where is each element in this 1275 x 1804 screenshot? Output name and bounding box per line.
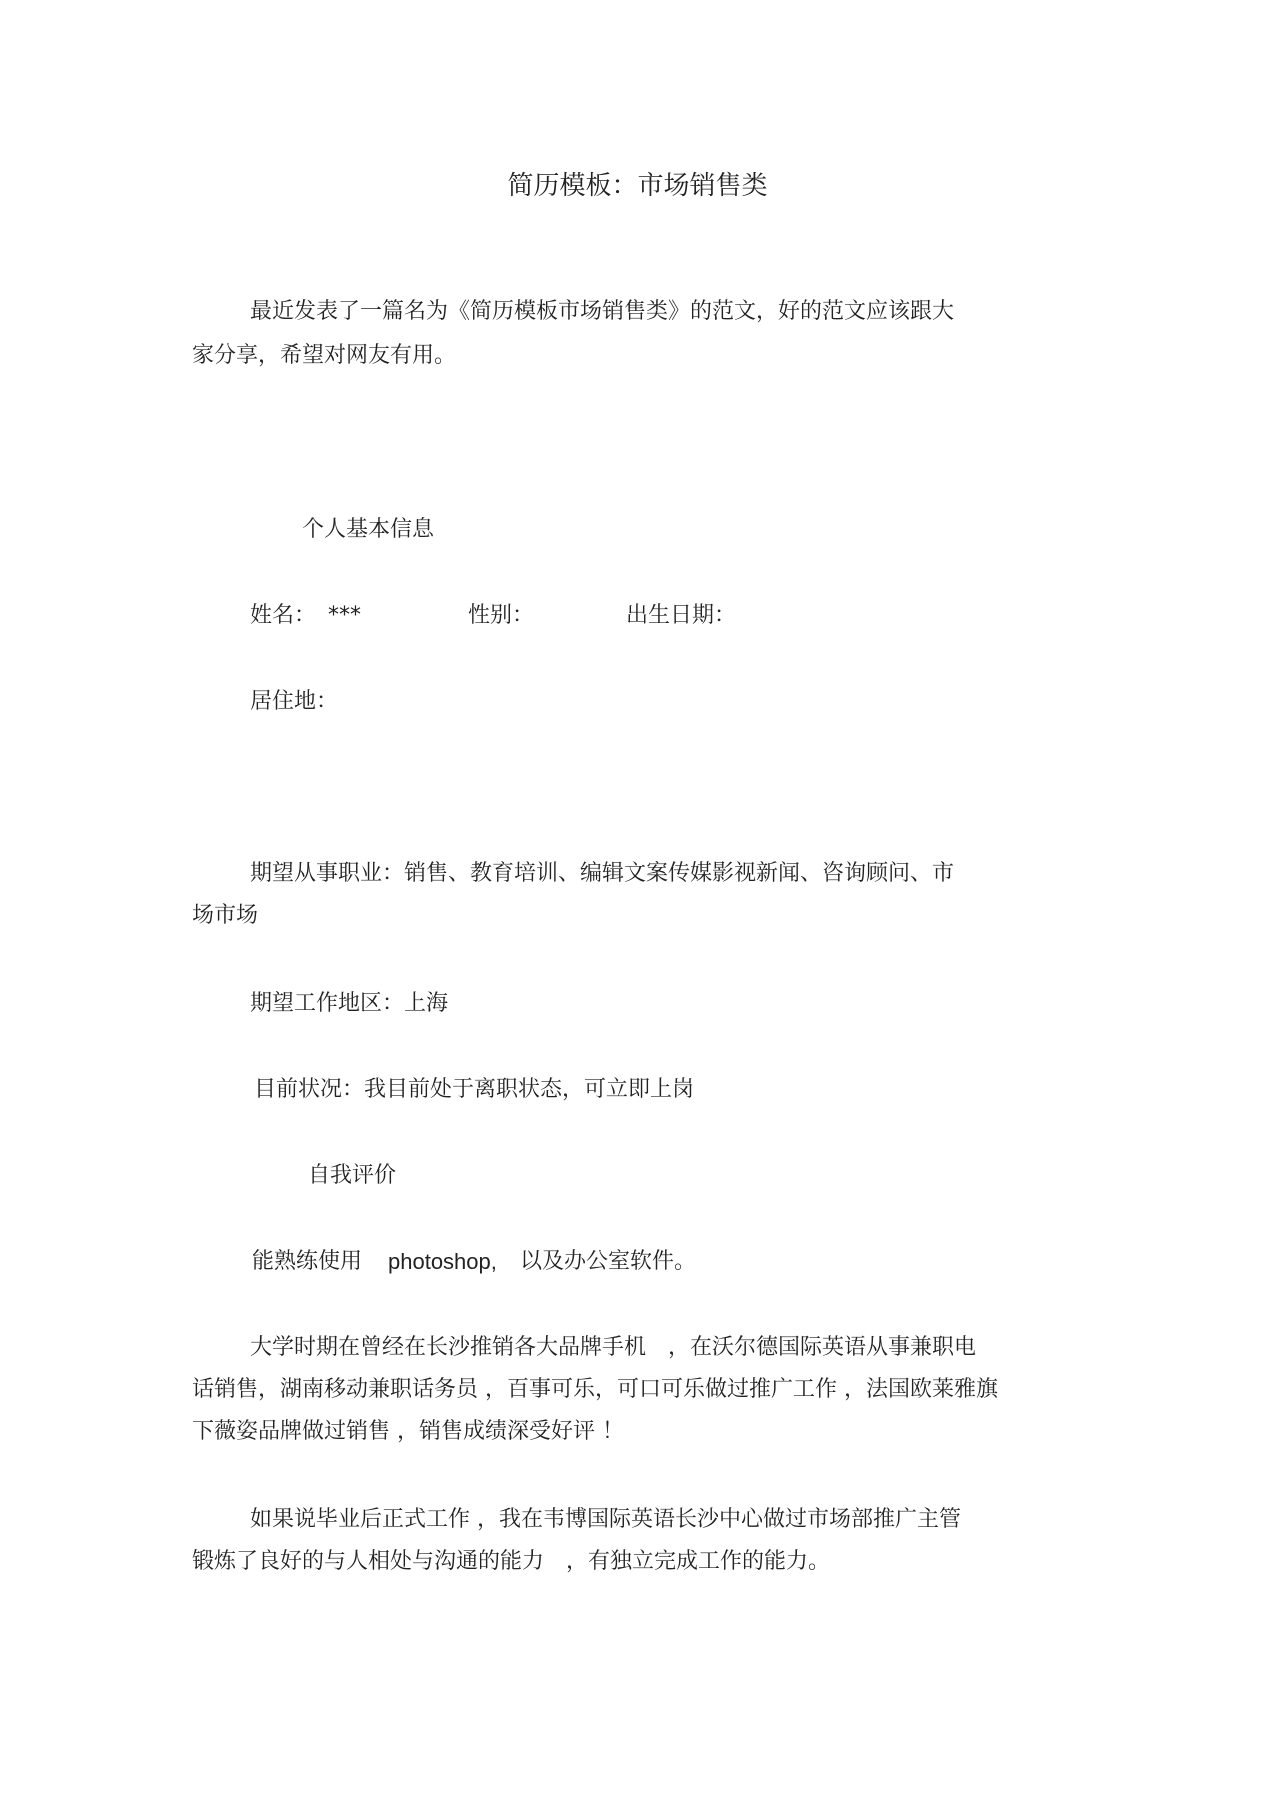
intro-line-1: 最近发表了一篇名为《简历模板市场销售类》的范文，好的范文应该跟大 [250,299,955,324]
intro-line-2: 家分享，希望对网友有用。 [192,343,457,368]
self-evaluation-heading: 自我评价 [308,1163,397,1188]
work-line-1: 如果说毕业后正式工作 ，我在韦博国际英语长沙中心做过市场部推广主管 [250,1507,961,1532]
work-location: 期望工作地区：上海 [250,991,449,1016]
skills-software: photoshop, [388,1249,497,1274]
name-value: *** [328,603,361,628]
name-label: 姓名： [250,603,317,628]
career-line-1: 期望从事职业：销售、教育培训、编辑文案传媒影视新闻、咨询顾问、市 [250,861,955,886]
skills-prefix: 能熟练使用 [252,1249,363,1274]
gender-label: 性别： [468,603,535,628]
work-line-2: 锻炼了良好的与人相处与沟通的能力 ，有独立完成工作的能力。 [192,1549,831,1574]
college-line-2: 话销售，湖南移动兼职话务员 ，百事可乐，可口可乐做过推广工作 ，法国欧莱雅旗 [192,1377,998,1402]
current-status: 目前状况：我目前处于离职状态，可立即上岗 [254,1077,695,1102]
residence-label: 居住地： [250,689,339,714]
college-line-1: 大学时期在曾经在长沙推销各大品牌手机 ，在沃尔德国际英语从事兼职电 [250,1335,977,1360]
birth-date-label: 出生日期： [626,603,737,628]
skills-suffix: 以及办公室软件。 [520,1249,697,1274]
college-line-3: 下薇姿品牌做过销售 ，销售成绩深受好评 ！ [192,1419,624,1444]
career-line-2: 场市场 [192,903,259,928]
basic-info-heading: 个人基本信息 [302,517,435,542]
page-title: 简历模板：市场销售类 [507,171,768,201]
